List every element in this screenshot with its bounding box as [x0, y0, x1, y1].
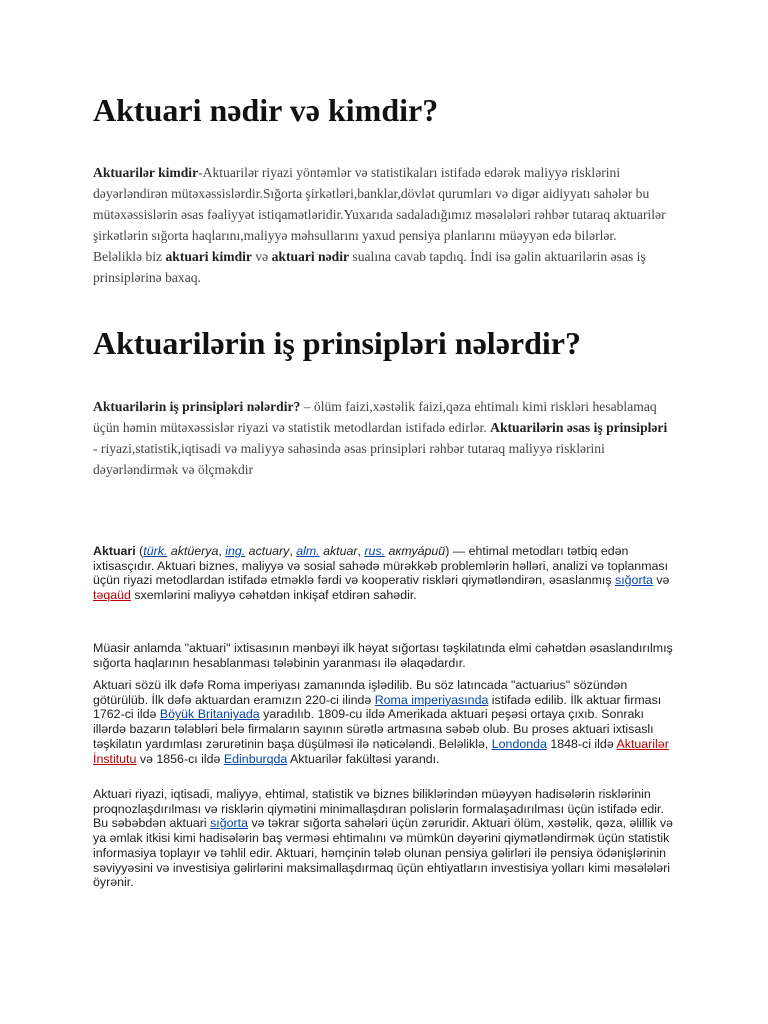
text-segment: istifadə edilib. İlk aktuar firması 1762-ci ildə: [93, 692, 662, 722]
link-alm[interactable]: alm.: [296, 544, 320, 558]
text-segment: aktuar: [319, 544, 358, 558]
text-segment: sualına cavab tapdıq. İndi isə gəlin aktuarilərin əsas iş prinsiplərinə baxaq.: [93, 249, 646, 285]
text-segment: -Aktuarilər riyazi yöntəmlər və statistikaları istifadə edərək maliyyə risklərini dəyərləndirən mütəxəssislərdir.Sığorta şirkətləri,banklar,dövlət qurumları və digər aidiyyatı sahələr bu mütəxəssislərin əsas fəaliyyət istiqamətləridir.Yuxarıda sadaladığımız məsələləri rəhbər tutaraq aktuarilər şirkətlərin sığorta haqlarını,maliyyə məhsullarını yaxud pensiya planlarını müəyyən edə bilərlər. Beləliklə biz: [93, 165, 666, 264]
text-segment: ,: [289, 544, 297, 558]
text-segment: - riyazi,statistik,iqtisadi və maliyyə sahəsində əsas prinsipləri rəhbər tutaraq maliyyə risklərini dəyərləndirmək və ölçməkdir: [93, 441, 605, 477]
principles-paragraph: [93, 396, 668, 480]
bold-term: Aktuari: [93, 544, 136, 558]
wiki-definition-paragraph: [93, 544, 678, 603]
text-segment: yaradılıb. 1809-cu ildə Amerikada aktuari peşəsi ortaya çıxıb. Sonrakı illərdə bazarın tələbləri belə firmaların sayının sürətlə artmasına səbəb olub. Bu proses aktuari ixtisaslı təşkilatın yardımlası zərurətinin başa düşülməsi ilə nəticələndi. Beləliklə,: [93, 707, 654, 751]
link-edinburq[interactable]: Edinburqda: [223, 751, 288, 766]
text-segment: 1848-ci ildə: [546, 736, 617, 751]
link-aktuariler-institutu[interactable]: Aktuarilər İnstitutu: [93, 736, 669, 766]
text-segment: ,: [218, 544, 226, 558]
link-rus[interactable]: rus.: [364, 544, 386, 558]
text-segment: sxemlərini maliyyə cəhətdən inkişaf etdirən sahədir.: [130, 588, 417, 603]
heading-is-prinsipleri: Aktuarilərin iş prinsipləri nələrdir?: [93, 325, 581, 361]
text-segment: və: [652, 573, 670, 588]
text-segment: актуáрий: [385, 544, 446, 558]
text-segment: aktüerya: [167, 544, 219, 558]
text-segment: və təkrar sığorta sahələri üçün zəruridir. Aktuari ölüm, xəstəlik, qəza, əlillik və ya əmlak itkisi kimi hadisələrin baş verməsi ehtimalını və mümkün dəyərini qiymətləndirmək üçün statistik informasiya toplayır və təhlil edir. Aktuari, həmçinin tələb olunan pensiya gəlirləri ilə pensiya ödənişlərinin səviyyəsini və investisiya gəlirlərini maksimallaşdırmaq üçün ehtiyatların investisiya yolları kimi məsələləri öyrənir.: [93, 816, 673, 890]
text-segment: actuary: [245, 544, 290, 558]
link-sigorta[interactable]: sığorta: [615, 573, 653, 588]
text-segment: və: [251, 249, 272, 264]
text-segment: Aktuari riyazi, iqtisadi, maliyyə, ehtimal, statistik və biznes biliklərindən müəyyən hadisələrin risklərinin proqnozlaşdırılması və risklərin qiymətini minimallaşdıran polislərin formalaşadırılması üçün istifadə edir. Bu səbəbdən aktuari: [93, 787, 664, 831]
wiki-history-paragraph: [93, 678, 678, 766]
link-london[interactable]: Londonda: [491, 736, 547, 751]
bold-term: Aktuarilər kimdir: [93, 165, 199, 180]
link-turk[interactable]: türk.: [143, 544, 168, 558]
wiki-role-paragraph: [93, 787, 678, 890]
text-segment: Aktuari sözü ilk dəfə Roma imperiyası zamanında işlədilib. Bu söz latıncada "actuarius" sözündən götürülüb. İlk dəfə aktuardan eramızın 220-ci ilində: [93, 678, 628, 707]
link-sigorta-2[interactable]: sığorta: [210, 816, 248, 831]
text-segment: Aktuarilər fakültəsi yarandı.: [287, 751, 440, 766]
text-segment: – ölüm faizi,xəstəlik faizi,qəza ehtimalı kimi riskləri hesablamaq üçün həmin mütəxəssislər riyazi və statistik metodlardan istifadə edirlər.: [93, 399, 657, 435]
text-segment: ) — ehtimal metodları tətbiq edən ixtisasçıdır. Aktuari biznes, maliyyə və sosial sahədə mürəkkəb problemlərin həlləri, analizi və toplanması üçün riyazi metodlardan istifadə etməklə fərdi və kooperativ riskləri qiymətləndirən, əsaslanmış: [93, 544, 669, 588]
heading-aktuari-nedir: Aktuari nədir və kimdir?: [93, 92, 439, 128]
bold-term: Aktuarilərin iş prinsipləri nələrdir?: [93, 399, 301, 414]
link-roma-imperiyasi[interactable]: Roma imperiyasında: [374, 692, 489, 707]
text-segment: (: [135, 544, 144, 558]
bold-term: Aktuarilərin əsas iş prinsipləri: [490, 420, 668, 435]
link-teqaud[interactable]: təqaüd: [93, 588, 131, 603]
link-boyuk-britaniya[interactable]: Böyük Britaniyada: [159, 707, 260, 722]
bold-term: aktuari nədir: [271, 249, 350, 264]
link-ing[interactable]: ing.: [225, 544, 246, 558]
intro-paragraph: [93, 162, 668, 288]
text-segment: ,: [357, 544, 365, 558]
bold-term: aktuari kimdir: [165, 249, 252, 264]
wiki-modern-paragraph: Müasir anlamda "aktuari" ixtisasının mənbəyi ilk həyat sığortası təşkilatında elmi cəhətdən əsaslandırılmış sığorta haqlarının hesablanması tələbinin yaranması ilə əlaqədardır.: [93, 641, 673, 670]
text-segment: və 1856-cı ildə: [136, 751, 224, 766]
